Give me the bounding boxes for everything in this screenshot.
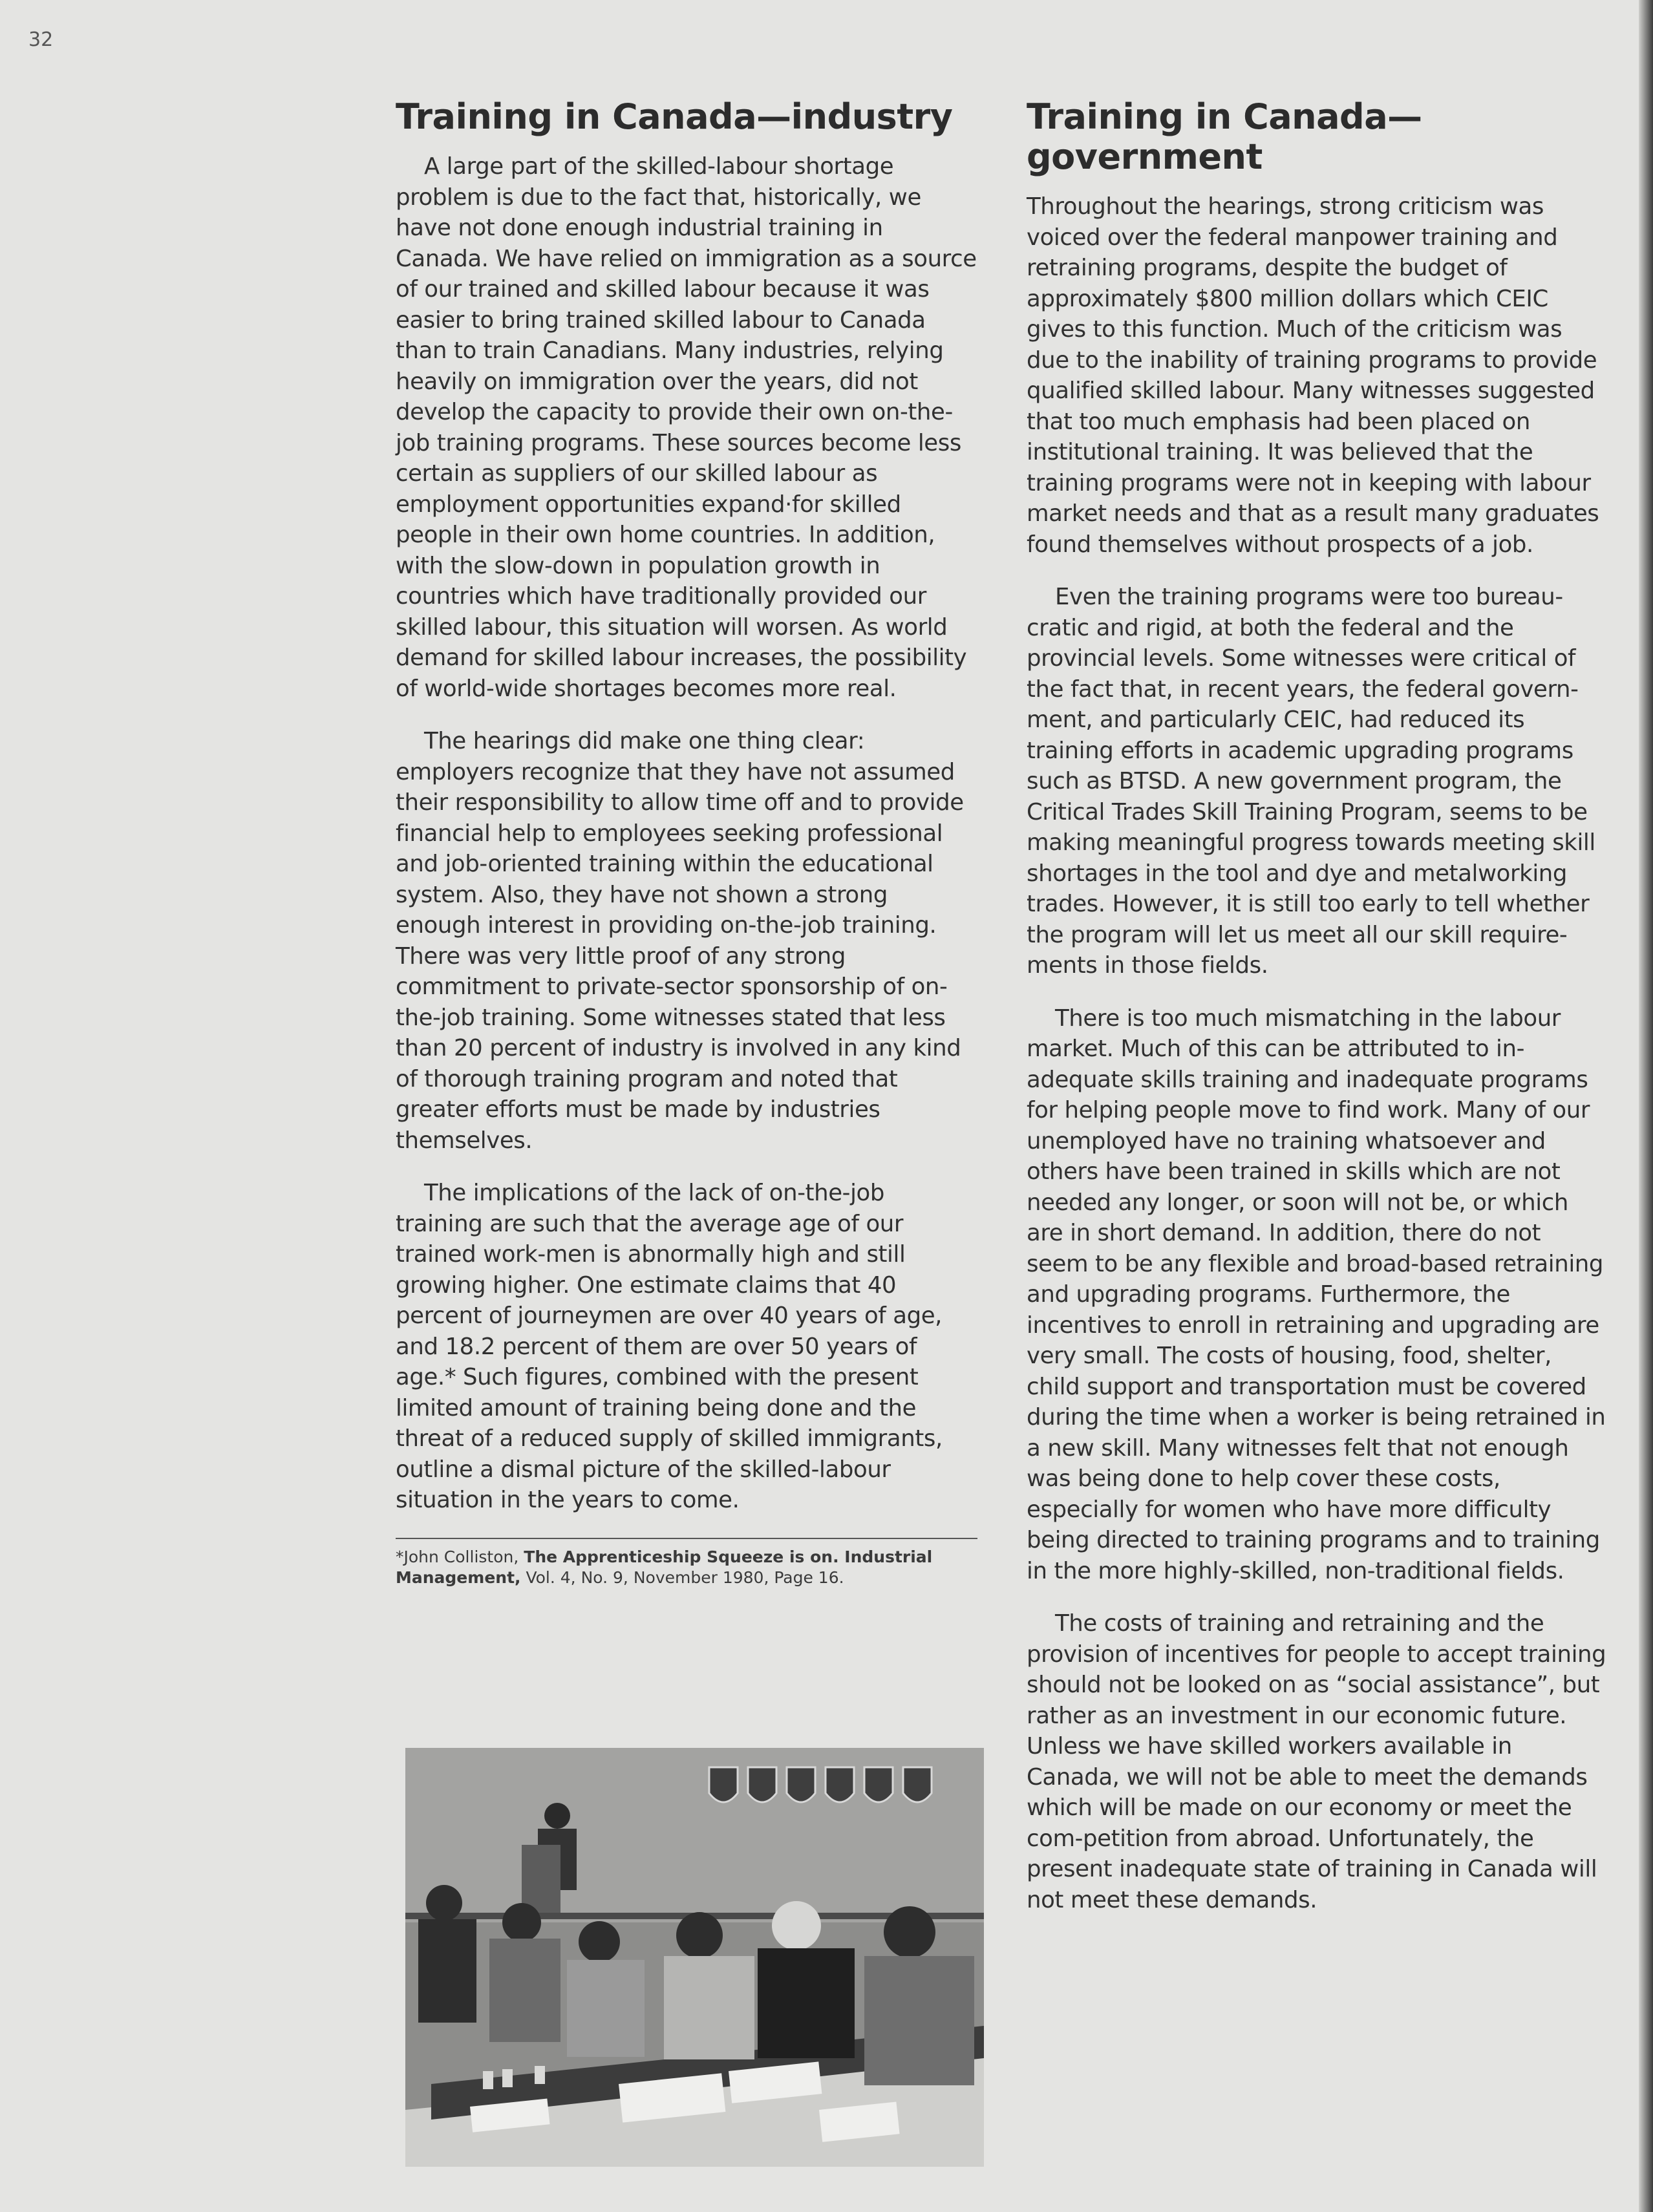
footnote-author: *John Colliston, [396, 1547, 524, 1566]
left-column [396, 97, 977, 1588]
paragraph: Throughout the hearings, strong criticism was voiced over the federal manpower training and retraining programs, despite the budget of approximately $800 million dollars which CEIC gives to this function. Much of the criticism was due to the inability of training programs to provide qualified skilled labour. Many witnesses suggested that too much emphasis had been placed on institutional training. It was believed that the training programs were not in keeping with labour market needs and that as a result many graduates found themselves without prospects of a job. [1027, 193, 1599, 558]
footnote-title: The Apprenticeship Squeeze is on. Industrial Management, [396, 1547, 933, 1587]
section-heading-government: Training in Canada—government [1027, 96, 1422, 178]
paragraph: A large part of the skilled-labour shortage problem is due to the fact that, historically, we have not done enough industrial training in Canada. We have relied on immigration as a source of our trained and skilled labour because it was easier to bring trained skilled labour to Canada than to train Canadians. Many industries, relying heavily on immigration over the years, did not develop the capacity to provide their own on-the-job training programs. These sources become less certain as suppliers of our skilled labour as employment opportunities expand·for skilled people in their own home countries. In addition, with the slow-down in population growth in countries which have traditionally provided our skilled labour, this situation will worsen. As world demand for skilled labour increases, the possibility of world-wide shortages becomes more real. [396, 153, 977, 702]
hearing-photo-drawing [405, 1748, 984, 2167]
footnote [396, 1538, 977, 1588]
section-heading-industry: Training in Canada—industry [396, 96, 953, 137]
right-column [1027, 97, 1608, 1937]
paragraph: The implications of the lack of on-the-job training are such that the average age of our trained work-men is abnormally high and still growing higher. One estimate claims that 40 percent of journeymen are over 40 years of age, and 18.2 percent of them are over 50 years of age.* Such figures, combined with the present limited amount of training being done and the threat of a reduced supply of skilled immigrants, outline a dismal picture of the skilled-labour situation in the years to come. [396, 1180, 943, 1514]
page-edge-shadow [1639, 0, 1653, 2212]
paragraph: The costs of training and retraining and the provision of incentives for people to accept training should not be looked on as “social assistance”, but rather as an investment in our economic future. Unless we have skilled workers available in Canada, we will not be able to meet the demands which will be made on our economy or meet the com-petition from abroad. Unfortunately, the present inadequate state of training in Canada will not meet these demands. [1027, 1610, 1606, 1913]
paragraph: Even the training programs were too bureau-cratic and rigid, at both the federal and the provincial levels. Some witnesses were critical of the fact that, in recent years, the federal govern-ment, and particularly CEIC, had reduced its training efforts in academic upgrading programs such as BTSD. A new government program, the Critical Trades Skill Training Program, seems to be making meaningful progress towards meeting skill shortages in the tool and dye and metalworking trades. However, it is still too early to tell whether the program will let us meet all our skill require-ments in those fields. [1027, 584, 1595, 979]
paragraph: There is too much mismatching in the labour market. Much of this can be attributed to in-adequate skills training and inadequate programs for helping people move to find work. Many of our unemployed have no training whatsoever and others have been trained in skills which are not needed any longer, or soon will not be, or which are in short demand. In addition, there do not seem to be any flexible and broad-based retraining and upgrading programs. Furthermore, the incentives to enroll in retraining and upgrading are very small. The costs of housing, food, shelter, child support and transportation must be covered during the time when a worker is being retrained in a new skill. Many witnesses felt that not enough was being done to help cover these costs, especially for women who have more difficulty being directed to training programs and to training in the more highly-skilled, non-traditional fields. [1027, 1005, 1606, 1584]
footnote-details: Vol. 4, No. 9, November 1980, Page 16. [520, 1568, 844, 1587]
page-number: 32 [28, 28, 54, 51]
paragraph: The hearings did make one thing clear: employers recognize that they have not assumed their responsibility to allow time off and to provide financial help to employees seeking professional and job-oriented training within the educational system. Also, they have not shown a strong enough interest in providing on-the-job training. There was very little proof of any strong commitment to private-sector sponsorship of on-the-job training. Some witnesses stated that less than 20 percent of industry is involved in any kind of thorough training program and noted that greater efforts must be made by industries themselves. [396, 728, 964, 1154]
hearing-photo [405, 1748, 984, 2167]
